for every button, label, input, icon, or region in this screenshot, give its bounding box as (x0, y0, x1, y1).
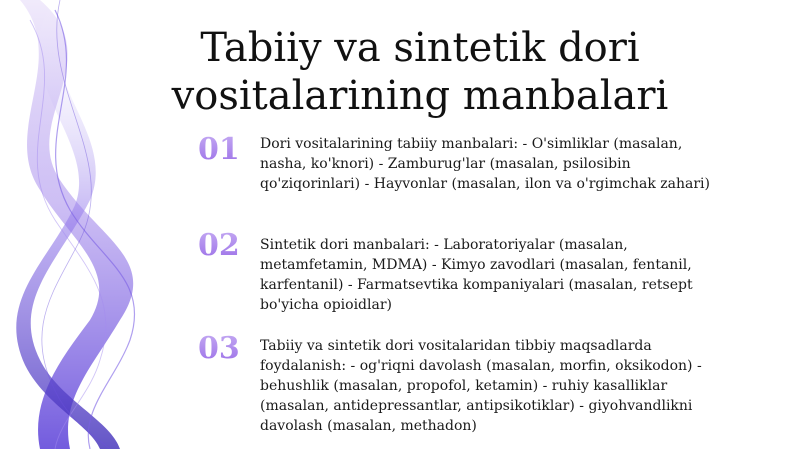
item-number: 02 (198, 230, 248, 262)
slide-title: Tabiiy va sintetik dori vositalarining manbalari (171, 25, 669, 119)
item-text: Sintetik dori manbalari: - Laboratoriyalar (masalan, metamfetamin, MDMA) - Kimyo zavodlari (masalan, fentanil, karfentanil) - Farmatsevtika kompaniyalari (masalan, retsept bo'yicha opioidlar) (260, 237, 693, 313)
item-text: Tabiiy va sintetik dori vositalaridan tibbiy maqsadlarda foydalanish: - og'riqni davolash (masalan, morfin, oksikodon) - behushlik (masalan, propofol, ketamin) - ruhiy kasalliklar (masalan, antidepressantlar, antipsikotiklar) - giyohvandlikni davolash (masalan, methadon) (260, 338, 702, 434)
item-number: 03 (198, 333, 248, 365)
item-text: Dori vositalarining tabiiy manbalari: - O'simliklar (masalan, nasha, ko'knori) - Zamburug'lar (masalan, psilosibin qo'ziqorinlari) - Hayvonlar (masalan, ilon va o'rgimchak zahari) (260, 136, 710, 192)
item-number: 01 (198, 134, 248, 166)
